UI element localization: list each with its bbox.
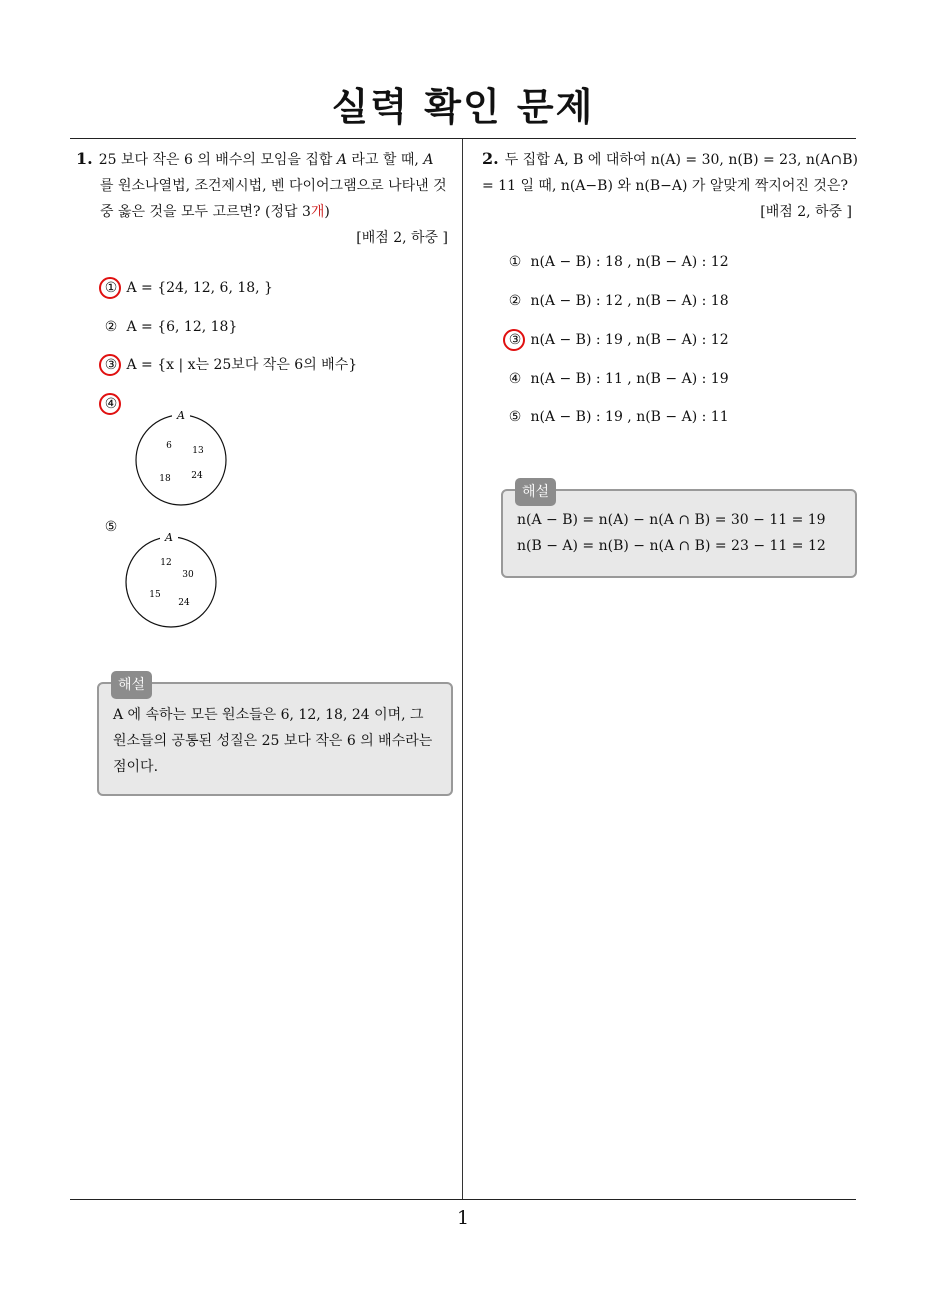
answer-count: 개 [310, 204, 325, 220]
q2-option-1[interactable] [504, 252, 729, 272]
set-variable: A [423, 152, 434, 168]
solution-tag: 해설 [515, 478, 556, 506]
venn-set-label: A [165, 531, 173, 544]
option-text: n(A − B) : 18 , n(B − A) : 12 [530, 254, 729, 270]
venn-circle [136, 415, 226, 505]
option-number: ⑤ [508, 409, 522, 425]
option-number: ① [508, 254, 522, 270]
question-text: 를 원소나열법, 조건제시법, 벤 다이어그램으로 나타낸 것 중 옳은 것을 모두 고르면? (정답 3 [100, 178, 447, 220]
column-divider [462, 139, 463, 1200]
venn-diagram-5 [120, 528, 225, 633]
option-text: n(A − B) : 11 , n(B − A) : 19 [530, 371, 729, 387]
option-text: A = {x | x는 25보다 작은 6의 배수} [126, 357, 358, 373]
venn-element: 24 [178, 598, 190, 608]
question-text: ) [324, 204, 330, 220]
q2-option-3[interactable] [504, 330, 729, 350]
venn-circle [126, 537, 216, 627]
solution-line: n(A − B) = n(A) − n(A ∩ B) = 30 − 11 = 19 [517, 512, 826, 528]
option-number: ② [508, 293, 522, 309]
solution-text: A 에 속하는 모든 원소들은 6, 12, 18, 24 이며, 그 원소들의 공통된 성질은 25 보다 작은 6 의 배수라는 점이다. [113, 707, 433, 775]
q1-option-1[interactable] [100, 278, 273, 298]
venn-diagram-4 [130, 405, 235, 510]
bottom-rule [70, 1199, 856, 1200]
q1-option-3[interactable] [100, 355, 357, 375]
option-number: ③ [104, 357, 118, 373]
red-answer-mark [99, 354, 121, 376]
venn-set-label: A [177, 409, 185, 422]
option-text: A = {24, 12, 6, 18, } [126, 280, 273, 296]
question-number: 1. [76, 149, 93, 168]
venn-element: 15 [149, 590, 161, 600]
page-title: 실력 확인 문제 [331, 85, 595, 129]
venn-element: 13 [192, 446, 204, 456]
q1-solution-box [97, 677, 453, 796]
option-text: A = {6, 12, 18} [126, 319, 238, 335]
score-label: [배점 2, 하중 ] [760, 204, 852, 220]
question-number: 2. [482, 149, 499, 168]
venn-element: 6 [166, 441, 172, 451]
option-number: ② [104, 319, 118, 335]
venn-element: 12 [160, 558, 172, 568]
red-answer-mark [503, 329, 525, 351]
option-number: ③ [508, 332, 522, 348]
q1-option-2[interactable] [100, 317, 237, 337]
page-number: 1 [456, 1207, 470, 1229]
option-text: n(A − B) : 19 , n(B − A) : 12 [530, 332, 729, 348]
q2-option-5[interactable] [504, 407, 729, 427]
venn-element: 30 [182, 570, 194, 580]
set-variable: A [336, 152, 347, 168]
q2-option-4[interactable] [504, 369, 729, 389]
q1-option-5[interactable] [100, 517, 122, 537]
option-number: ④ [508, 371, 522, 387]
question-text: 두 집합 A, B 에 대하여 n(A) = 30, n(B) = 23, n(A∩B) = 11 일 때, n(A−B) 와 n(B−A) 가 알맞게 짝지어진 것은? [482, 152, 858, 194]
option-text: n(A − B) : 19 , n(B − A) : 11 [530, 409, 729, 425]
question-2 [482, 146, 860, 225]
question-1 [76, 146, 456, 251]
question-text: 25 보다 작은 6 의 배수의 모임을 집합 [98, 152, 337, 168]
solution-tag: 해설 [111, 671, 152, 699]
q2-option-2[interactable] [504, 291, 729, 311]
solution-line: n(B − A) = n(B) − n(A ∩ B) = 23 − 11 = 12 [517, 538, 826, 554]
option-number: ④ [104, 396, 118, 412]
option-number: ① [104, 280, 118, 296]
top-rule [70, 138, 856, 139]
venn-element: 24 [191, 471, 203, 481]
venn-element: 18 [159, 474, 171, 484]
red-answer-mark [99, 393, 121, 415]
q2-solution-box [501, 484, 857, 578]
red-answer-mark [99, 277, 121, 299]
question-text: 라고 할 때, [346, 152, 424, 168]
score-label: [배점 2, 하중 ] [356, 230, 448, 246]
option-text: n(A − B) : 12 , n(B − A) : 18 [530, 293, 729, 309]
option-number: ⑤ [104, 519, 118, 535]
